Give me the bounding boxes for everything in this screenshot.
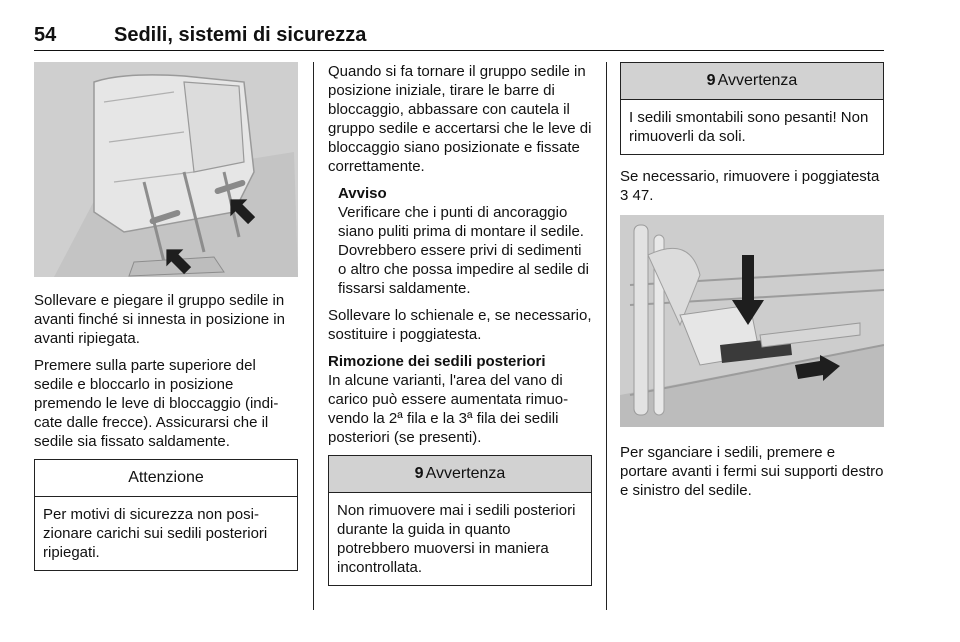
warning-title: Avvertenza xyxy=(425,465,506,482)
column-middle xyxy=(328,62,592,596)
warning-body: I sedili smontabili sono pesanti! Non rimuoverli da soli. xyxy=(629,109,869,145)
paragraph: Per sganciare i sedili, premere e portare avanti i fermi sui supporti destro e sinistro del sedile. xyxy=(620,444,884,499)
column-left xyxy=(34,62,298,581)
attention-box xyxy=(34,459,298,571)
page-number: 54 xyxy=(34,24,57,46)
paragraph: Sollevare lo schienale e, se necessario, sostituire i poggiatesta. xyxy=(328,307,592,343)
paragraph: Sollevare e piegare il gruppo sedile in avanti finché si innesta in posizione in avanti ripiegata. xyxy=(34,292,285,347)
notice-block xyxy=(328,184,592,298)
warning-triangle-icon: 9 xyxy=(706,72,716,89)
section-subheading: Rimozione dei sedili posteriori xyxy=(328,353,546,370)
seat-latch-illustration xyxy=(620,215,884,427)
warning-triangle-icon: 9 xyxy=(414,465,424,482)
warning-body: Non rimuovere mai i sedili posteriori durante la guida in quanto potrebbero muoversi in maniera incontrollata. xyxy=(337,502,576,576)
warning-header xyxy=(329,456,591,493)
paragraph: Quando si fa tornare il gruppo sedile in posizione iniziale, tirare le barre di bloccaggio, abbassare con cautela il gruppo sedile e accertarsi che le leve di bloccaggio siano posizionate e fissate correttamente. xyxy=(328,63,592,175)
column-divider xyxy=(313,62,314,610)
paragraph xyxy=(620,167,884,205)
page-title: Sedili, sistemi di sicurezza xyxy=(114,24,367,46)
column-divider xyxy=(606,62,607,610)
warning-title: Avvertenza xyxy=(717,72,798,89)
attention-title: Attenzione xyxy=(35,460,297,497)
page-reference: 47. xyxy=(628,187,654,204)
seat-folding-illustration xyxy=(34,62,298,277)
warning-box xyxy=(620,62,884,155)
column-right xyxy=(620,62,884,508)
notice-title: Avviso xyxy=(338,185,387,202)
paragraph: Premere sulla parte superiore del sedile e bloccarlo in posizione premendo le leve di bloccaggio (indicate dalle frecce). Assicurarsi che il sedile sia fissato saldamente. xyxy=(34,357,279,450)
paragraph: In alcune varianti, l'area del vano di carico può essere aumentata rimuovendo la 2ª fila e la 3ª fila dei sedili posteriori (se presenti). xyxy=(328,372,569,446)
attention-body: Per motivi di sicurezza non posizionare carichi sui sedili posteriori ripiegati. xyxy=(43,506,268,561)
notice-body: Verificare che i punti di ancoraggio siano puliti prima di montare il sedile. Dovrebbero essere privi di sedimenti o altro che possa impedire al sedile di fissarsi saldamente. xyxy=(338,204,589,297)
page-reference-icon: 3 xyxy=(620,187,629,204)
paragraph-text: Se necessario, rimuovere i poggiatesta xyxy=(620,168,880,185)
warning-box xyxy=(328,455,592,586)
warning-header xyxy=(621,63,883,100)
seat-lock-illustration-graphic xyxy=(34,62,298,277)
seat-latch-illustration-graphic xyxy=(620,215,884,427)
page-header xyxy=(34,24,884,51)
